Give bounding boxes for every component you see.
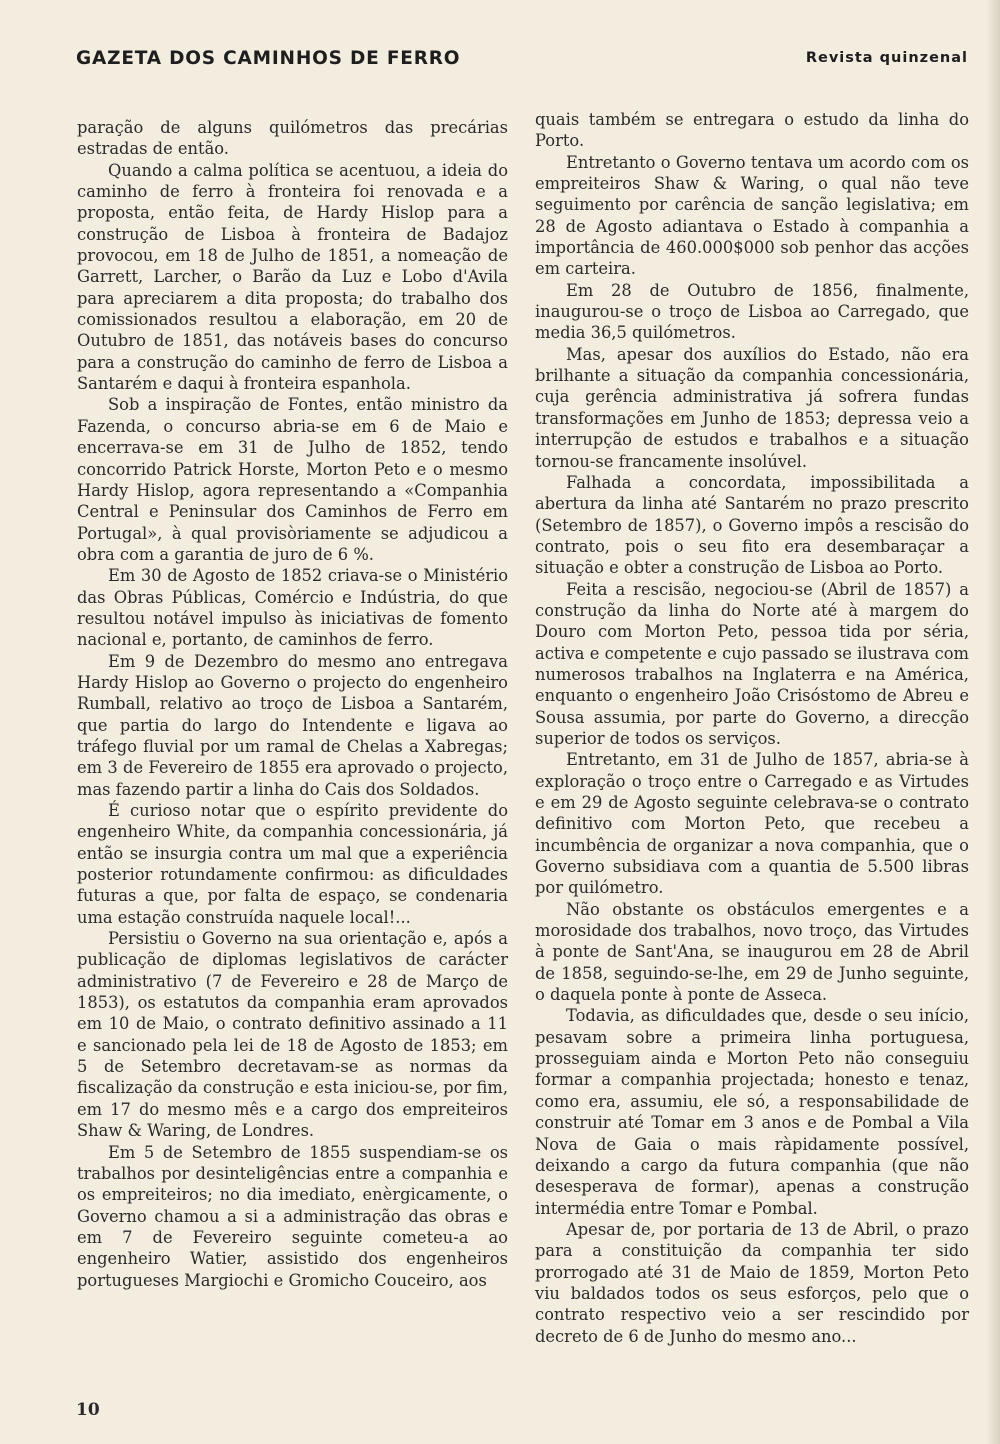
paragraph: Persistiu o Governo na sua orientação e, após a publicação de diplomas legislativos de carácter administrativo (7 de Fevereiro e 28 de Março de 1853), os estatutos da companhia eram aprovados em 10 de Maio, o contrato definitivo assinado a 11 e sancionado pela lei de 18 de Agosto de 1853; em 5 de Setembro decretavam-se as normas da fiscalização da construção e esta iniciou-se, por fim, em 17 do mesmo mês e a cargo dos empreiteiros Shaw & Waring, de Londres. [77, 929, 508, 1141]
paragraph: Feita a rescisão, negociou-se (Abril de 1857) a construção da linha do Norte até à margem do Douro com Morton Peto, pessoa tida por séria, activa e competente e cujo passado se ilustrava com numerosos trabalhos na Inglaterra e na América, enquanto o engenheiro João Crisóstomo de Abreu e Sousa assumia, por parte do Governo, a direcção superior de todos os serviços. [535, 579, 969, 748]
paragraph: Todavia, as dificuldades que, desde o seu início, pesavam sobre a primeira linha portuguesa, prosseguiam ainda e Morton Peto não conseguiu formar a companhia projectada; honesto e tenaz, como era, assumiu, ele só, a responsabilidade de construir até Tomar em 3 anos e de Pombal a Vila Nova de Gaia o mais ràpidamente possível, deixando a cargo da futura companhia (que não desesperava de formar), apenas a construção intermédia entre Tomar e Pombal. [535, 1006, 969, 1218]
page-number: 10 [76, 1400, 100, 1420]
paragraph: quais também se entregara o estudo da linha do Porto. [535, 110, 969, 151]
paragraph: Mas, apesar dos auxílios do Estado, não era brilhante a situação da companhia concessionária, cuja gerência administrativa já sofrera fundas transformações em Junho de 1853; depressa veio a interrupção de estudos e trabalhos e a situação tornou-se francamente insolúvel. [535, 344, 969, 471]
paragraph: Entretanto, em 31 de Julho de 1857, abria-se à exploração o troço entre o Carregado e as Virtudes e em 29 de Agosto seguinte celebrava-se o contrato definitivo com Morton Peto, que recebeu a incumbência de organizar a nova companhia, que o Governo subsidiava com a quantia de 5.500 libras por quilómetro. [535, 750, 969, 898]
paragraph: Entretanto o Governo tentava um acordo com os empreiteiros Shaw & Waring, o qual não teve seguimento por carência de sanção legislativa; em 28 de Agosto adiantava o Estado à companhia a importância de 460.000$000 sob penhor das acções em carteira. [535, 152, 969, 279]
page-edge-shadow [986, 0, 1000, 1444]
paragraph: Em 9 de Dezembro do mesmo ano entregava Hardy Hislop ao Governo o projecto do engenheiro Rumball, relativo ao troço de Lisboa a Santarém, que partia do largo do Intendente e ligava ao tráfego fluvial por um ramal de Chelas a Xabregas; em 3 de Fevereiro de 1855 era aprovado o projecto, mas fazendo partir a linha do Cais dos Soldados. [77, 651, 508, 799]
paragraph: Apesar de, por portaria de 13 de Abril, o prazo para a constituição da companhia ter sido prorrogado até 31 de Maio de 1859, Morton Peto viu baldados todos os seus esforços, pelo que o contrato respectivo veio a ser rescindido por decreto de 6 de Junho do mesmo ano... [535, 1219, 969, 1346]
publication-title: GAZETA DOS CAMINHOS DE FERRO [76, 48, 461, 69]
left-column [77, 117, 508, 1291]
paragraph: Em 30 de Agosto de 1852 criava-se o Ministério das Obras Públicas, Comércio e Indústria, do que resultou notável impulso às iniciativas de fomento nacional e, portanto, de caminhos de ferro. [77, 566, 508, 650]
paragraph: Não obstante os obstáculos emergentes e a morosidade dos trabalhos, novo troço, das Virtudes à ponte de Sant'Ana, se inaugurou em 28 de Abril de 1858, seguindo-se-lhe, em 29 de Junho seguinte, o daquela ponte à ponte de Asseca. [535, 899, 969, 1005]
paragraph: É curioso notar que o espírito previdente do engenheiro White, da companhia concessionária, já então se insurgia contra um mal que a experiência posterior rotundamente confirmou: as dificuldades futuras a que, por falta de espaço, se condenaria uma estação construída naquele local!... [77, 801, 508, 927]
paragraph: Falhada a concordata, impossibilitada a abertura da linha até Santarém no prazo prescrito (Setembro de 1857), o Governo impôs a rescisão do contrato, pois o seu fito era desembaraçar a situação e obter a construção de Lisboa ao Porto. [535, 472, 969, 578]
paragraph: Em 5 de Setembro de 1855 suspendiam-se os trabalhos por desinteligências entre a companhia e os empreiteiros; no dia imediato, enèrgicamente, o Governo chamou a si a administração das obras e em 7 de Fevereiro seguinte cometeu-a ao engenheiro Watier, assistido dos engenheiros portugueses Margiochi e Gromicho Couceiro, aos [77, 1142, 508, 1290]
paragraph: paração de alguns quilómetros das precárias estradas de então. [77, 118, 508, 159]
page-header [76, 48, 968, 78]
paragraph: Quando a calma política se acentuou, a ideia do caminho de ferro à fronteira foi renovada e a proposta, então feita, de Hardy Hislop para a construção de Lisboa à fronteira de Badajoz provocou, em 18 de Julho de 1851, a nomeação de Garrett, Larcher, o Barão da Luz e Lobo d'Avila para apreciarem a dita proposta; do trabalho dos comissionados resultou a elaboração, em 20 de Outubro de 1851, das notáveis bases do concurso para a construção do caminho de ferro de Lisboa a Santarém e daqui à fronteira espanhola. [77, 160, 508, 394]
paragraph: Em 28 de Outubro de 1856, finalmente, inaugurou-se o troço de Lisboa ao Carregado, que media 36,5 quilómetros. [535, 280, 969, 343]
right-column [535, 109, 969, 1347]
publication-subtitle: Revista quinzenal [805, 50, 968, 66]
paragraph: Sob a inspiração de Fontes, então ministro da Fazenda, o concurso abria-se em 6 de Maio e encerrava-se em 31 de Julho de 1852, tendo concorrido Patrick Horste, Morton Peto e o mesmo Hardy Hislop, agora representando a «Companhia Central e Peninsular dos Caminhos de Ferro em Portugal», à qual provisòriamente se adjudicou a obra com a garantia de juro de 6 %. [77, 395, 508, 564]
